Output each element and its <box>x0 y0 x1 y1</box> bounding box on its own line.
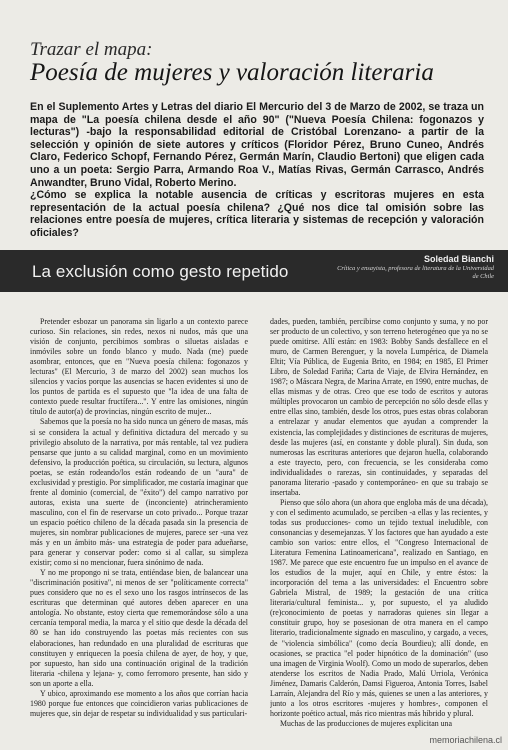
author-block <box>334 254 494 280</box>
right-column <box>270 317 488 737</box>
left-column <box>30 317 248 737</box>
article-lede <box>30 101 484 240</box>
lede-paragraph: ¿Cómo se explica la notable ausencia de críticas y escritoras mujeres en esta representación de la actual poesía chilena? ¿Qué nos dice tal omisión sobre las relaciones entre poesía de mujeres, crítica literaria y sistemas de recepción y valoración oficiales? <box>30 189 484 239</box>
source-watermark: memoriachilena.cl <box>429 735 502 745</box>
body-paragraph: Pienso que sólo ahora (un ahora que engloba más de una década), y con el sedimento acumulado, se perciben -a ellas y las recientes, y todas sus producciones- como un tejido textual ineludible, con consonancias y desemejanzas. Y los factores que han ayudado a este cambio son varios: entre ellos, el "Congreso Internacional de Literatura Femenina Latinoamericana", realizado en Santiago, en 1987. Me parece que este encuentro fue un impulso en el avance de los estudios de la mujer, aquí en Chile, y entre éstos: la incorporación del tema a las universidades: el Encuentro sobre Gabriela Mistral, de 1989; la gestación de una crítica literaria/cultural feminista... y, por supuesto, el ya aludido (re)conocimiento de poetas y narradoras quienes sin llegar a constituir grupo, hoy se posesionan de otra manera en el campo literario, tradicionalmente signado en masculino, y cargado, a veces, de "violencia simbólica" (como decía Bourdieu); allí donde, en ocasiones, se practica "el poder hipnótico de la dominación" (uso una imagen de Virginia Woolf). Como un modo de superarlos, deben atenderse los escritos de Nadia Prado, Malú Urriola, Verónica Jiménez, Damaris Calderón, Damsi Figueroa, Antonia Torres, Isabel Larraín, Alejandra del Río y más, quienes se unen a las anteriores, y junto a los otros escritores -mujeres y hombres-, componen el horizonte poético actual, más rico mientras más híbrido y plural. <box>270 497 488 718</box>
lede-paragraph: En el Suplemento Artes y Letras del diario El Mercurio del 3 de Marzo de 2002, se traza un mapa de "La poesía chilena desde el año 90" ("Nueva Poesía Chilena: fogonazos y lecturas") -bajo la responsabilidad editorial de Cristóbal Lorenzano- a partir de la selección y opinión de siete autores y críticos (Floridor Pérez, Bruno Cuneo, Andrés Claro, Federico Schopf, Fernando Pérez, Germán Marín, Claudio Bertoni) que eligen cada uno a un poeta: Sergio Parra, Armando Roa V., Matías Rivas, Germán Carrasco, Andrés Anwandter, Bruno Vidal, Roberto Merino. <box>30 101 484 189</box>
body-columns <box>30 317 488 737</box>
author-role: Crítica y ensayista, profesora de literatura de la Universidad de Chile <box>337 265 494 280</box>
author-name: Soledad Bianchi <box>423 254 494 264</box>
body-paragraph: Y no me propongo ni se trata, entiéndase bien, de balancear una "discriminación positiva", ni menos de ser "políticamente correcta" pues considero que no es el sexo uno los rasgos intrínsecos de las escrituras que determinan qué autores deben aparecer en una antología. No obstante, estoy cierta que rememorándose sólo a una cercanía temporal media, la marca y el sitio que desde la década del 80 se han ido construyendo las poetas más recientes con sus elaboraciones, han redundado en una pluralidad de escrituras que constituyen y enriquecen la poesía chilena de ayer, de hoy, y que, por supuesto, han sido una continuación original de la tradición literaria -chilena y lejana- y, como ferromoro presente, han sido y son un aporte a ella. <box>30 568 248 688</box>
body-paragraph: Pretender esbozar un panorama sin ligarlo a un contexto parece curioso. Sin relaciones, sin redes, nexos ni nudos, más que una visión de conjunto, percibimos sombras o siluetas aisladas e inmóviles sobre un fondo blanco y mudo. Nada (me) puede asombrar, entonces, que en "Nueva poesía chilena: fogonazos y lecturas" (El Mercurio, 3 de marzo del 2002) sean muchos los silencios y vacíos porque las ausencias se hacen evidentes si uno de los puntos de partida es el supuesto que "la idea de una falta de contexto puede resultar fructífera...". Y entre las omisiones, ningún título de autor(a) de provincias, ningún escrito de mujer... <box>30 317 248 417</box>
article-kicker: Trazar el mapa: <box>30 39 153 60</box>
body-paragraph: Sabemos que la poesía no ha sido nunca un género de masas, más si se considera la actual y definitiva dictadura del mercado y su privilegio absoluto de la narrativa, por más rentable, tal vez pudiera pensarse que junto a su calidad marginal, como en un movimiento defensivo, la producción poética, su circulación, su lectura, algunos poetas, se están rodeando/los están rodeando de un "aura" de exclusividad y prestigio. Por simplificador, me costaría imaginar que frente al dominio (comercial, de "éxito") del campo narrativo por autoras, exista una suerte de (inconciente) atrincheramiento masculino, con el fin de reservarse un coto privado... Porque trazar un espacio poético chileno de la década pasada sin la presencia de mujeres, sin nombrar publicaciones de mujeres, parece ser -una vez más y en un ámbito más- una estrategia de poder para adueñarse, para generar y conservar poder: como si al callar, su simpleza existir; como si no mencionar, fuera sinónimo de nada. <box>30 417 248 568</box>
section-title: La exclusión como gesto repetido <box>32 262 289 281</box>
body-paragraph: dades, pueden, también, percibirse como conjunto y suma, y no por ser producto de un colectivo, y son terreno heterogéneo que ya no se puede omitirse. Allí están: en 1983: Bobby Sands desfallece en el muro, de Carmen Berenguer, y la novela Lumpérica, de Diamela Eltit; Vía Pública, de Eugenia Brito, en 1984; en 1985, El Primer Libro, de Soledad Fariña; Carta de Viaje, de Elvira Hernández, en 1987; o Máscara Negra, de Marina Arrate, en 1990, entre muchas, de ellas mismas y de otras. Creo que ese todo de escritos y autoras múltiples provocaron un cambio de percepción no sólo desde ellas y entre ellas sino, también, desde los otros, pues estas obras colaboran a entrelazar y anudar elementos que ayudan a comprender la existencia, las complejidades y distinciones de escrituras de mujeres, desde las mujeres (así, en constante y doble plural). Sin duda, son numerosas las escrituras anteriores que dejaron huella, colaborando a este trayecto, pero, con frecuencia, se les consideraba como individualidades o rarezas, sin continuidades, y separadas del panorama literario -pasado y contemporáneo- en que su trabajo se insertaba. <box>270 317 488 497</box>
article-headline: Poesía de mujeres y valoración literaria <box>30 59 434 86</box>
body-paragraph: Y ubico, aproximando ese momento a los años que corrían hacia 1980 porque fue entonces que coincidieron varias publicaciones de mujeres que, sin dejar de respetar su individualidad y sus particulari- <box>30 688 248 718</box>
body-paragraph: Muchas de las producciones de mujeres explicitan una <box>280 718 453 728</box>
section-banner <box>0 250 508 292</box>
